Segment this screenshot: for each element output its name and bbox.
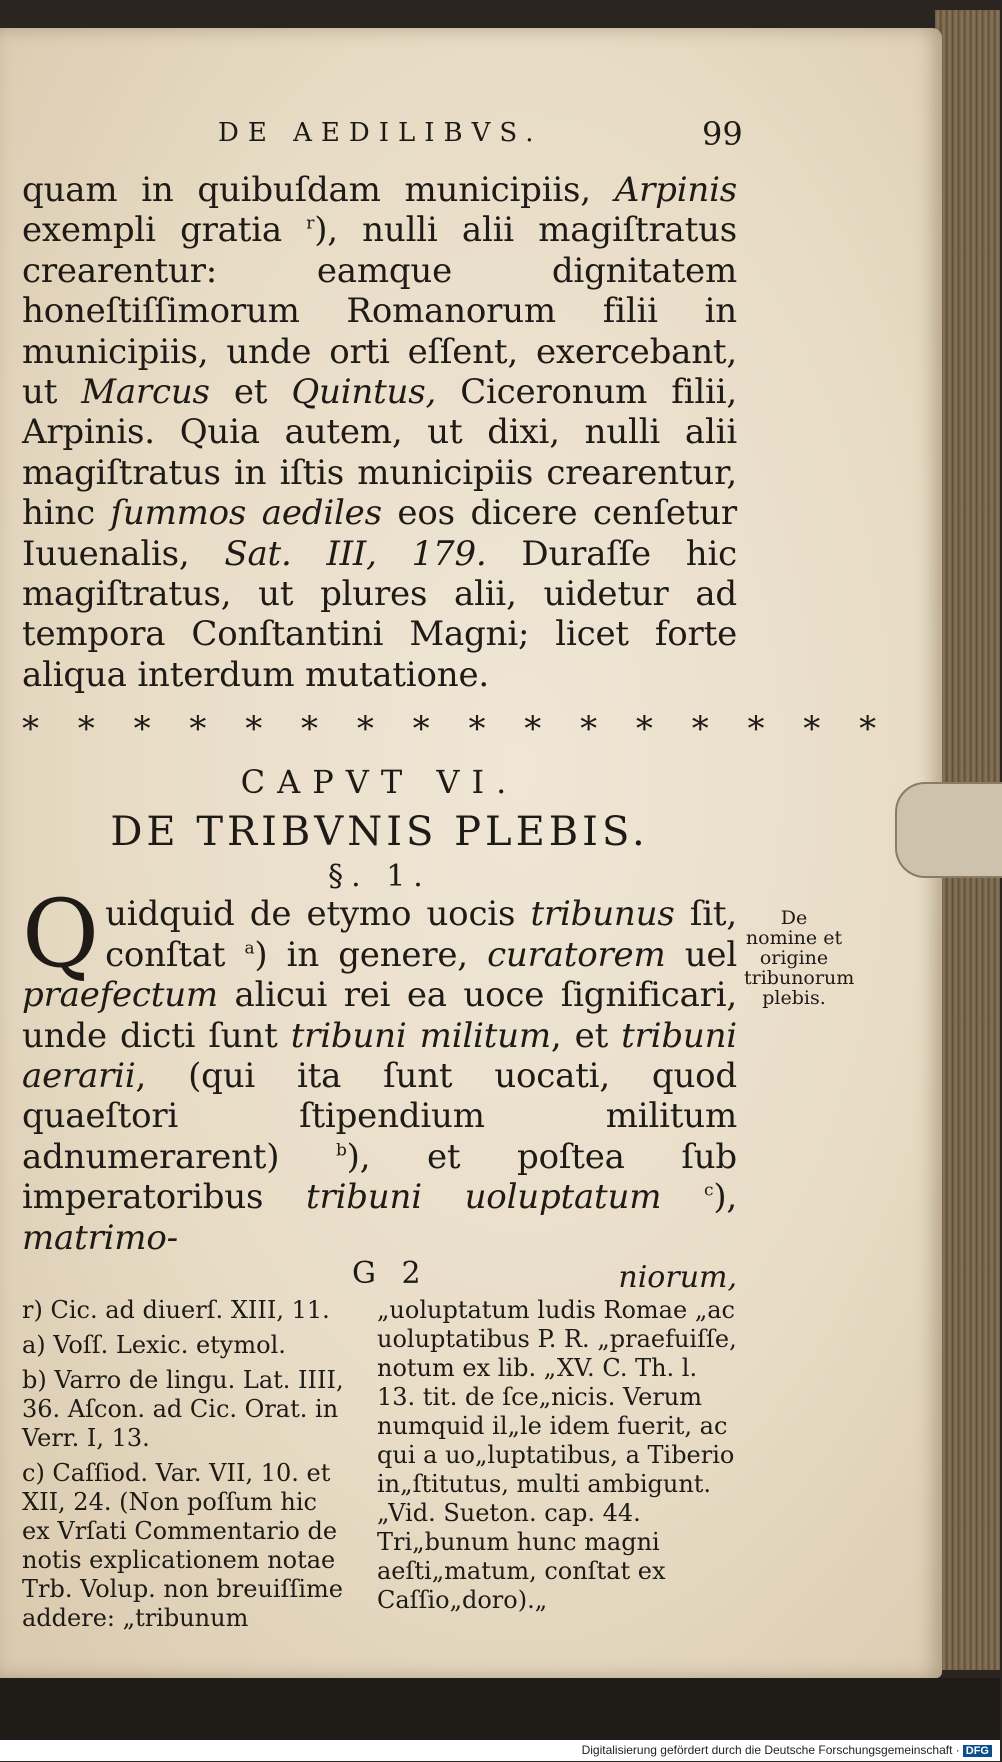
text-run: ), [713,1177,738,1218]
footnote-a: a) Voſſ. Lexic. etymol. [22,1330,286,1359]
text-run: et [209,372,292,413]
text-run: , (qui ita ſunt uocati, quod quaeſtori ſtipendium militum adnumerarent) [22,1055,737,1177]
text-run: uidquid de etymo uocis [105,894,531,935]
footnotes-left-column [22,1296,352,1639]
text-run: alicui rei ea uoce ſignificari, unde dicti ſunt [22,975,737,1056]
italic-run: curatorem [487,934,666,975]
text-run: ſit, conſtat [105,894,737,975]
footnote-c-continued: „uoluptatum ludis Romae „ac uoluptatibus P. R. „praefuiſſe, notum ex lib. „XV. C. Th. l. 13. tit. de ſce„nicis. Verum numquid il„le idem fuerit, ac qui a uo„luptatibus, a Tiberio in„ſtitutus, multi ambigunt. „Vid. Sueton. cap. 44. Tri„bunum hunc magni aeſti„matum, conſtat ex Caſſio„doro).„ [377,1295,737,1614]
chapter-body [22,880,855,1258]
chapter-title: DE TRIBVNIS PLEBIS. [110,809,649,856]
paragraph-aediles [22,170,737,695]
catchword: niorum, [618,1259,737,1295]
text-run: ) in genere, [254,934,488,975]
footnote-ref-a[interactable]: a [244,938,255,959]
dfg-logo: DFG [963,1745,992,1757]
text-run: Duraſſe hic magiſtratus, ut plures alii, uidetur ad tempora Conſtantini Magni; licet forte aliqua interdum mutatione. [22,533,738,695]
italic-run: tribuni militum [290,1015,551,1056]
text-run: , et [550,1015,622,1056]
signature-mark: G 2 [352,1255,429,1291]
paragraph-tribunus [22,880,738,1258]
footnote-c: c) Caſſiod. Var. VII, 10. et XII, 24. (Non poſſum hic ex Vrſati Commentario de notis explicationem notae Trb. Volup. non breuiſſime addere: „tribunum [22,1458,343,1632]
footnote-b: b) Varro de lingu. Lat. IIII, 36. Aſcon. ad Cic. Orat. in Verr. I, 13. [22,1365,344,1452]
italic-run: Marcus [81,372,210,413]
section-number: §. 1. [328,859,431,895]
text-run [661,1177,704,1217]
drop-cap: Q [22,880,100,990]
footnote-ref-r[interactable]: r [306,214,315,235]
signature-row [22,1255,737,1295]
credit-text: Digitalisierung gefördert durch die Deutsche Forschungsgemeinschaft · [581,1743,960,1757]
footnotes-right-column [377,1296,742,1615]
chapter-label: CAPVT VI. [240,763,519,802]
italic-run: ſummos aediles [110,493,382,534]
text-run: ), nulli alii magiſtratus crearentur: eamque dignitatem honeſtiſſimorum Romanorum filii in municipiis, unde orti eſſent, exercebant, ut [22,210,737,413]
italic-run: Quintus, [291,372,437,413]
text-run: quam in quibuſdam municipiis, [22,170,615,210]
text-run: ), et poſtea ſub imperatoribus [22,1136,737,1218]
text-run: uel [665,934,737,975]
text-run: eos dicere cenſetur Iuuenalis, [22,493,737,574]
scan-bottom-margin [0,1678,1000,1740]
italic-run: tribunus [530,894,675,935]
footnote-ref-c[interactable]: c [704,1180,714,1201]
italic-run: Arpinis [614,170,737,210]
italic-run: praefectum [22,975,218,1016]
running-head [22,110,757,170]
italic-run: Sat. III, [224,533,377,574]
page-number: 99 [702,115,743,153]
digitization-credit [0,1740,1000,1761]
italic-run: tribuni uoluptatum [306,1177,662,1218]
footnotes [22,1296,737,1716]
italic-run: tribuni aerarii [22,1015,737,1096]
italic-run: 179. [376,533,487,574]
marginal-note: De nomine et origine tribunorum plebis. [744,907,855,1010]
bookmark-tab [895,782,1002,878]
ornamental-separator: * * * * * * * * * * * * * * * * [22,709,891,750]
footnote-r: r) Cic. ad diuerſ. XIII, 11. [22,1295,330,1324]
text-run: exempli gratia [22,210,307,251]
footnote-ref-b[interactable]: b [335,1140,347,1161]
running-head-title: DE AEDILIBVS. [218,118,543,148]
italic-run: matrimo- [22,1217,178,1258]
page-content [22,110,891,1716]
text-run: Ciceronum filii, Arpinis. Quia autem, ut dixi, nulli alii magiſtratus in iſtis municipiis crearentur, hinc [22,372,737,534]
